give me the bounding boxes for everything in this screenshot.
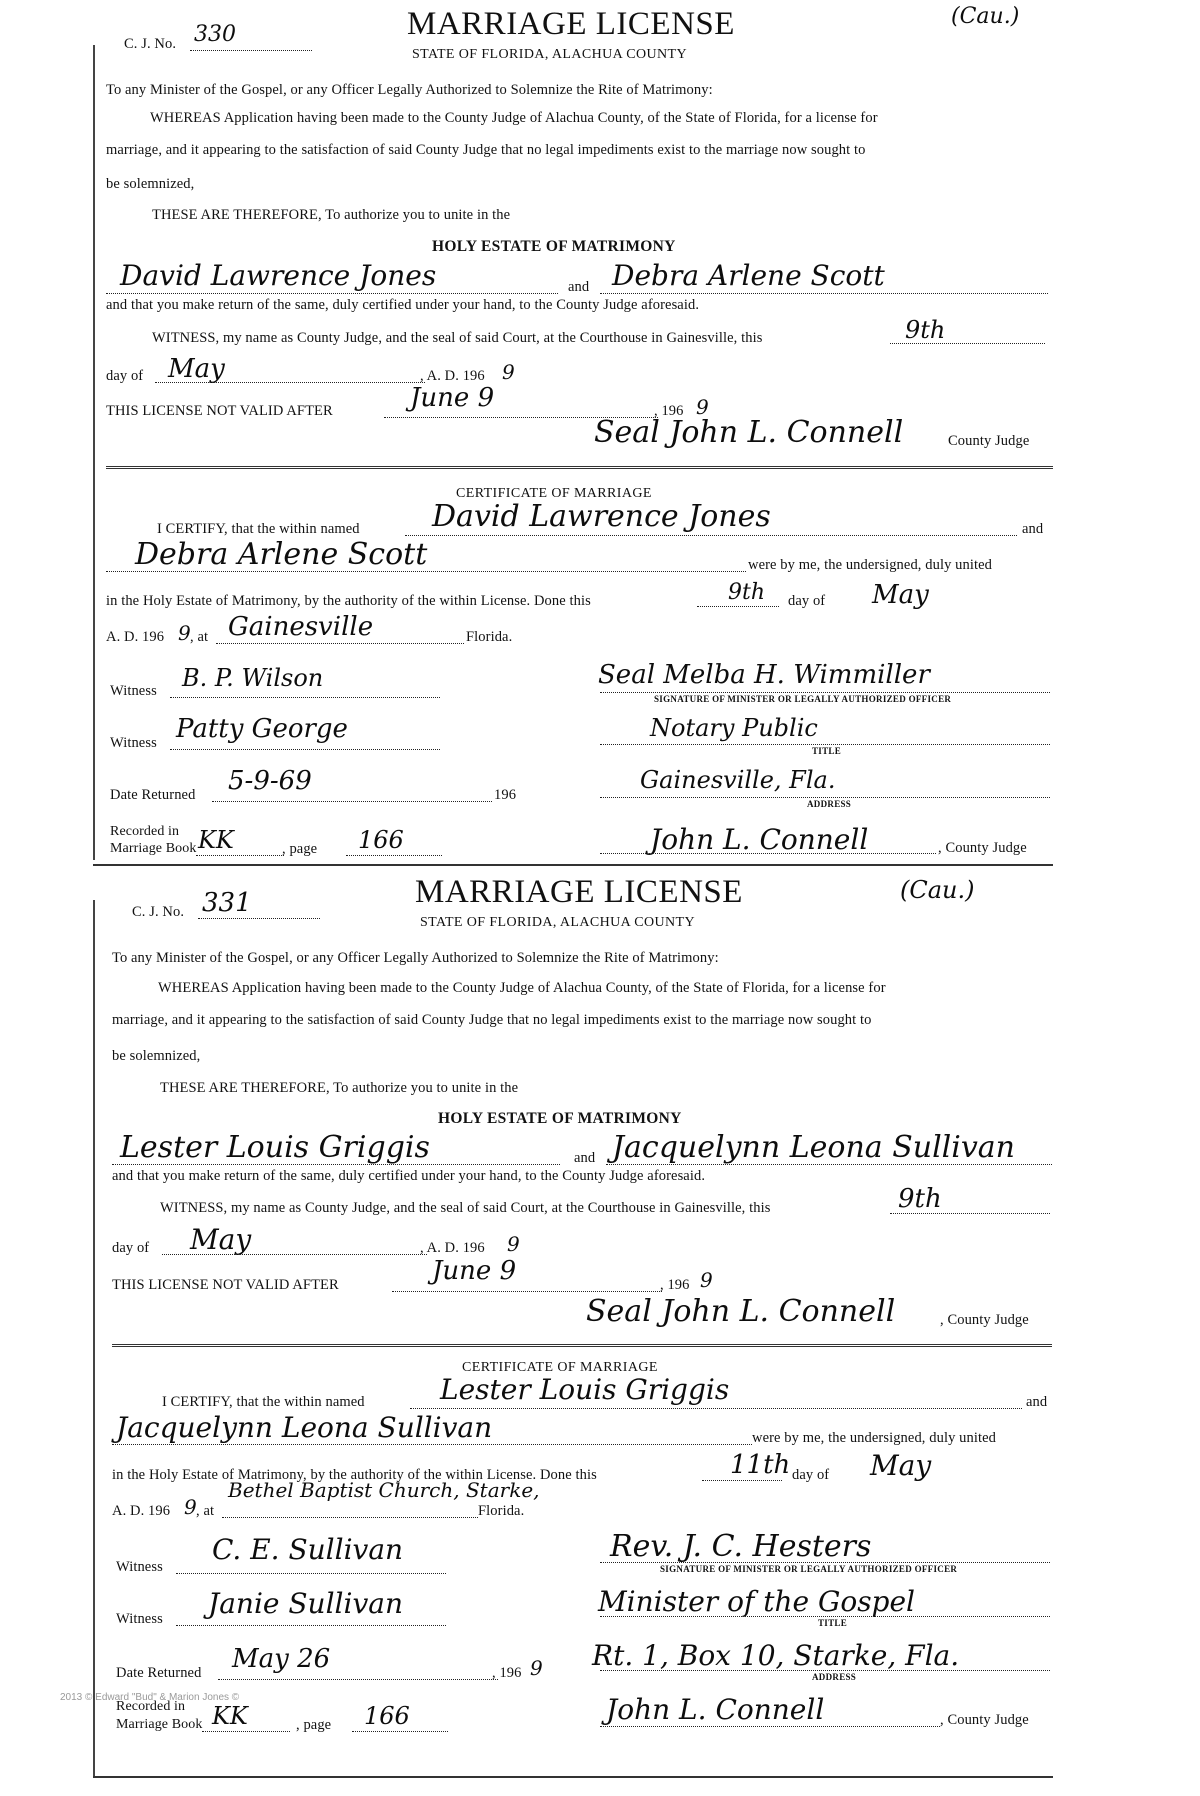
day-number-2: 9th — [898, 1184, 942, 1214]
date-returned-label: Date Returned — [110, 787, 196, 803]
not-valid-year-digit: 9 — [696, 395, 709, 419]
cj-number-line — [190, 50, 312, 51]
not-valid-year-2: , 196 — [660, 1277, 690, 1293]
officer-address-2: Rt. 1, Box 10, Starke, Fla. — [592, 1639, 960, 1672]
place-line — [216, 643, 464, 644]
done-day: 9th — [728, 580, 766, 605]
bride-line-2 — [606, 1164, 1052, 1165]
holy-estate-heading: HOLY ESTATE OF MATRIMONY — [432, 238, 676, 255]
to-line: To any Minister of the Gospel, or any Officer Legally Authorized to Solemnize the Rite of Matrimony: — [106, 82, 713, 98]
not-valid-date: June 9 — [410, 383, 495, 413]
page-label: , page — [282, 841, 318, 857]
therefore-line: THESE ARE THEREFORE, To authorize you to unite in the — [152, 207, 511, 223]
groom-name-2: Lester Louis Griggis — [120, 1130, 430, 1165]
holy-estate-heading-2: HOLY ESTATE OF MATRIMONY — [438, 1110, 682, 1127]
witness-1-2: C. E. Sullivan — [212, 1533, 404, 1566]
book-line — [196, 855, 284, 856]
address-caption: ADDRESS — [807, 799, 852, 809]
whereas-line-2-2: marriage, and it appearing to the satisfaction of said County Judge that no legal impediments exist to the marriage now sought to — [112, 1012, 872, 1028]
date-returned-line-2 — [218, 1679, 498, 1680]
day-of-label-2: day of — [112, 1240, 150, 1256]
year-digit: 9 — [502, 360, 515, 384]
certificate-groom: David Lawrence Jones — [432, 499, 771, 534]
not-valid-year: , 196 — [654, 403, 684, 419]
return-line: and that you make return of the same, duly certified under your hand, to the County Judge aforesaid. — [106, 297, 700, 313]
certify-line: I CERTIFY, that the within named — [157, 521, 360, 537]
page-2: 166 — [364, 1702, 410, 1730]
not-valid-label-2: THIS LICENSE NOT VALID AFTER — [112, 1277, 339, 1293]
book-2: KK — [212, 1702, 248, 1730]
day-of-label: day of — [106, 368, 144, 384]
witness-line: WITNESS, my name as County Judge, and the seal of said Court, at the Courthouse in Gainesville, this — [152, 330, 763, 346]
certificate-groom-2: Lester Louis Griggis — [440, 1373, 730, 1406]
whereas-line-1: WHEREAS Application having been made to the County Judge of Alachua County, of the State of Florida, for a license for — [150, 110, 878, 126]
page-label-2: , page — [296, 1717, 332, 1733]
signature-caption: SIGNATURE OF MINISTER OR LEGALLY AUTHORIZED OFFICER — [654, 694, 952, 704]
whereas-line-2: marriage, and it appearing to the satisfaction of said County Judge that no legal impediments exist to the marriage now sought to — [106, 142, 866, 158]
groom-name: David Lawrence Jones — [120, 259, 437, 292]
florida-label-2: Florida. — [478, 1503, 525, 1519]
were-united-line: were by me, the undersigned, duly united — [748, 557, 992, 573]
whereas-line-3-2: be solemnized, — [112, 1048, 201, 1064]
license-separator — [93, 864, 1053, 866]
cert-bride-line — [106, 571, 746, 572]
title-caption-2: TITLE — [818, 1618, 848, 1628]
license-state: STATE OF FLORIDA, ALACHUA COUNTY — [412, 47, 687, 62]
cj-number: 330 — [194, 22, 236, 47]
officer-sig-line — [600, 692, 1050, 693]
cj-number-2: 331 — [202, 888, 252, 918]
recording-judge-line — [600, 853, 936, 854]
witness-label-1: Witness — [110, 683, 157, 699]
witness-label-2: Witness — [110, 735, 157, 751]
judge-signature-2: Seal John L. Connell — [586, 1294, 896, 1329]
certificate-and-2: and — [1026, 1394, 1048, 1410]
officer-address: Gainesville, Fla. — [640, 766, 836, 794]
date-returned-suffix: 196 — [494, 787, 517, 803]
recorded-in-label: Recorded in — [110, 824, 180, 839]
book-line-2 — [202, 1731, 290, 1732]
title-caption: TITLE — [812, 746, 842, 756]
month-2: May — [190, 1223, 252, 1256]
cert-groom-line — [405, 535, 1017, 536]
officer-signature-2: Rev. J. C. Hesters — [610, 1529, 872, 1564]
license-note: (Cau.) — [951, 4, 1020, 29]
license-title: MARRIAGE LICENSE — [407, 6, 735, 42]
marriage-book-label-2: Marriage Book — [116, 1717, 203, 1732]
recording-judge-2: John L. Connell — [606, 1693, 825, 1726]
officer-sig-line-2 — [600, 1562, 1050, 1563]
witness-2: Patty George — [176, 714, 348, 744]
witness-2-2: Janie Sullivan — [208, 1587, 404, 1620]
recording-judge: John L. Connell — [650, 823, 869, 856]
day-number: 9th — [905, 316, 946, 344]
done-day-line — [697, 606, 779, 607]
page-line-2 — [352, 1731, 448, 1732]
done-day-of-2: day of — [792, 1467, 830, 1483]
address-caption-2: ADDRESS — [812, 1672, 857, 1682]
whereas-line-3: be solemnized, — [106, 176, 195, 192]
therefore-line-2: THESE ARE THEREFORE, To authorize you to unite in the — [160, 1080, 519, 1096]
officer-title-2: Minister of the Gospel — [598, 1585, 916, 1618]
section-divider — [106, 466, 1053, 469]
certificate-bride: Debra Arlene Scott — [135, 537, 428, 572]
recording-judge-line-2 — [600, 1726, 940, 1727]
officer-address-line-2 — [600, 1670, 1050, 1671]
month-line — [155, 382, 425, 383]
not-valid-date-2: June 9 — [432, 1256, 517, 1286]
done-month-2: May — [870, 1449, 932, 1482]
book: KK — [198, 826, 234, 854]
cj-number-line-2 — [198, 918, 320, 919]
witness-1-line-2 — [176, 1573, 446, 1574]
done-day-2: 11th — [730, 1450, 791, 1480]
officer-address-line — [600, 797, 1050, 798]
cert-bride-line-2 — [112, 1444, 752, 1445]
officer-title-line-2 — [600, 1616, 1050, 1617]
signature-caption-2: SIGNATURE OF MINISTER OR LEGALLY AUTHORIZED OFFICER — [660, 1564, 958, 1574]
judge-title-2: , County Judge — [940, 1312, 1029, 1328]
officer-title-line — [600, 744, 1050, 745]
witness-1-line — [170, 697, 440, 698]
certificate-title-2: CERTIFICATE OF MARRIAGE — [462, 1360, 658, 1375]
cj-label: C. J. No. — [124, 36, 177, 52]
date-returned-digit-2: 9 — [530, 1656, 543, 1680]
witness-1: B. P. Wilson — [182, 664, 324, 692]
done-day-line-2 — [702, 1480, 782, 1481]
month: May — [168, 354, 225, 384]
license-note-2: (Cau.) — [900, 876, 975, 904]
recorded-in-label-2: Recorded in — [116, 1699, 186, 1714]
groom-line-2 — [112, 1164, 560, 1165]
copyright-watermark: 2013 © Edward "Bud" & Marion Jones © — [60, 1692, 240, 1703]
bottom-border — [93, 1776, 1053, 1778]
date-returned-label-2: Date Returned — [116, 1665, 202, 1681]
cj-label-2: C. J. No. — [132, 904, 185, 920]
date-returned-suffix-2: , 196 — [492, 1665, 522, 1681]
return-line-2: and that you make return of the same, duly certified under your hand, to the County Judge aforesaid. — [112, 1168, 706, 1184]
ad-label-2: , A. D. 196 — [420, 1240, 485, 1256]
whereas-line-1-2: WHEREAS Application having been made to the County Judge of Alachua County, of the State of Florida, for a license for — [158, 980, 886, 996]
holy-estate-line-2: in the Holy Estate of Matrimony, by the authority of the within License. Done this — [112, 1467, 597, 1483]
left-border-top — [93, 45, 95, 860]
day-number-line-2 — [890, 1213, 1050, 1214]
judge-title: County Judge — [948, 433, 1030, 449]
certificate-and: and — [1022, 521, 1044, 537]
not-valid-line-2 — [392, 1291, 662, 1292]
place-line-2 — [222, 1517, 478, 1518]
not-valid-year-digit-2: 9 — [700, 1268, 713, 1292]
date-returned-line — [212, 801, 492, 802]
day-number-line — [890, 343, 1045, 344]
bride-name-2: Jacquelynn Leona Sullivan — [612, 1130, 1016, 1165]
date-returned-2: May 26 — [232, 1644, 331, 1674]
place: Gainesville — [228, 612, 374, 642]
witness-line-2: WITNESS, my name as County Judge, and the seal of said Court, at the Courthouse in Gainesville, this — [160, 1200, 771, 1216]
certify-line-2: I CERTIFY, that the within named — [162, 1394, 365, 1410]
done-day-of: day of — [788, 593, 826, 609]
and-label: and — [568, 279, 590, 295]
license-title-2: MARRIAGE LICENSE — [415, 874, 743, 910]
ad-digit-2: 9 — [184, 1495, 197, 1519]
left-border-bottom — [93, 900, 95, 1776]
ad-line-2: A. D. 196 — [112, 1503, 171, 1519]
officer-signature: Seal Melba H. Wimmiller — [598, 660, 930, 690]
certificate-bride-2: Jacquelynn Leona Sullivan — [116, 1411, 493, 1444]
license-state-2: STATE OF FLORIDA, ALACHUA COUNTY — [420, 915, 695, 930]
judge-signature: Seal John L. Connell — [594, 415, 904, 450]
bride-line — [600, 293, 1048, 294]
florida-label: Florida. — [466, 629, 513, 645]
witness-label-1-2: Witness — [116, 1559, 163, 1575]
certificate-title: CERTIFICATE OF MARRIAGE — [456, 486, 652, 501]
were-united-line-2: were by me, the undersigned, duly united — [752, 1430, 996, 1446]
bride-name: Debra Arlene Scott — [612, 259, 885, 292]
done-month: May — [872, 580, 929, 610]
at-label: , at — [190, 629, 209, 645]
recording-judge-title: , County Judge — [938, 840, 1027, 856]
ad-digit: 9 — [178, 621, 191, 645]
section-divider-2 — [112, 1344, 1052, 1347]
not-valid-label: THIS LICENSE NOT VALID AFTER — [106, 403, 333, 419]
year-digit-2: 9 — [507, 1232, 520, 1256]
and-label-2: and — [574, 1150, 596, 1166]
at-label-2: , at — [196, 1503, 215, 1519]
ad-line: A. D. 196 — [106, 629, 165, 645]
place-2: Bethel Baptist Church, Starke, — [228, 1478, 540, 1502]
page-line — [346, 855, 442, 856]
date-returned: 5-9-69 — [228, 766, 312, 796]
marriage-book-label: Marriage Book — [110, 841, 197, 856]
officer-title: Notary Public — [650, 714, 818, 742]
to-line-2: To any Minister of the Gospel, or any Officer Legally Authorized to Solemnize the Rite of Matrimony: — [112, 950, 719, 966]
witness-label-2-2: Witness — [116, 1611, 163, 1627]
holy-estate-line: in the Holy Estate of Matrimony, by the authority of the within License. Done this — [106, 593, 591, 609]
witness-2-line — [170, 749, 440, 750]
page: 166 — [358, 826, 404, 854]
cert-groom-line-2 — [410, 1408, 1022, 1409]
month-line-2 — [162, 1254, 427, 1255]
witness-2-line-2 — [176, 1625, 446, 1626]
ad-label: , A. D. 196 — [420, 368, 485, 384]
recording-judge-title-2: , County Judge — [940, 1712, 1029, 1728]
groom-line — [106, 293, 558, 294]
